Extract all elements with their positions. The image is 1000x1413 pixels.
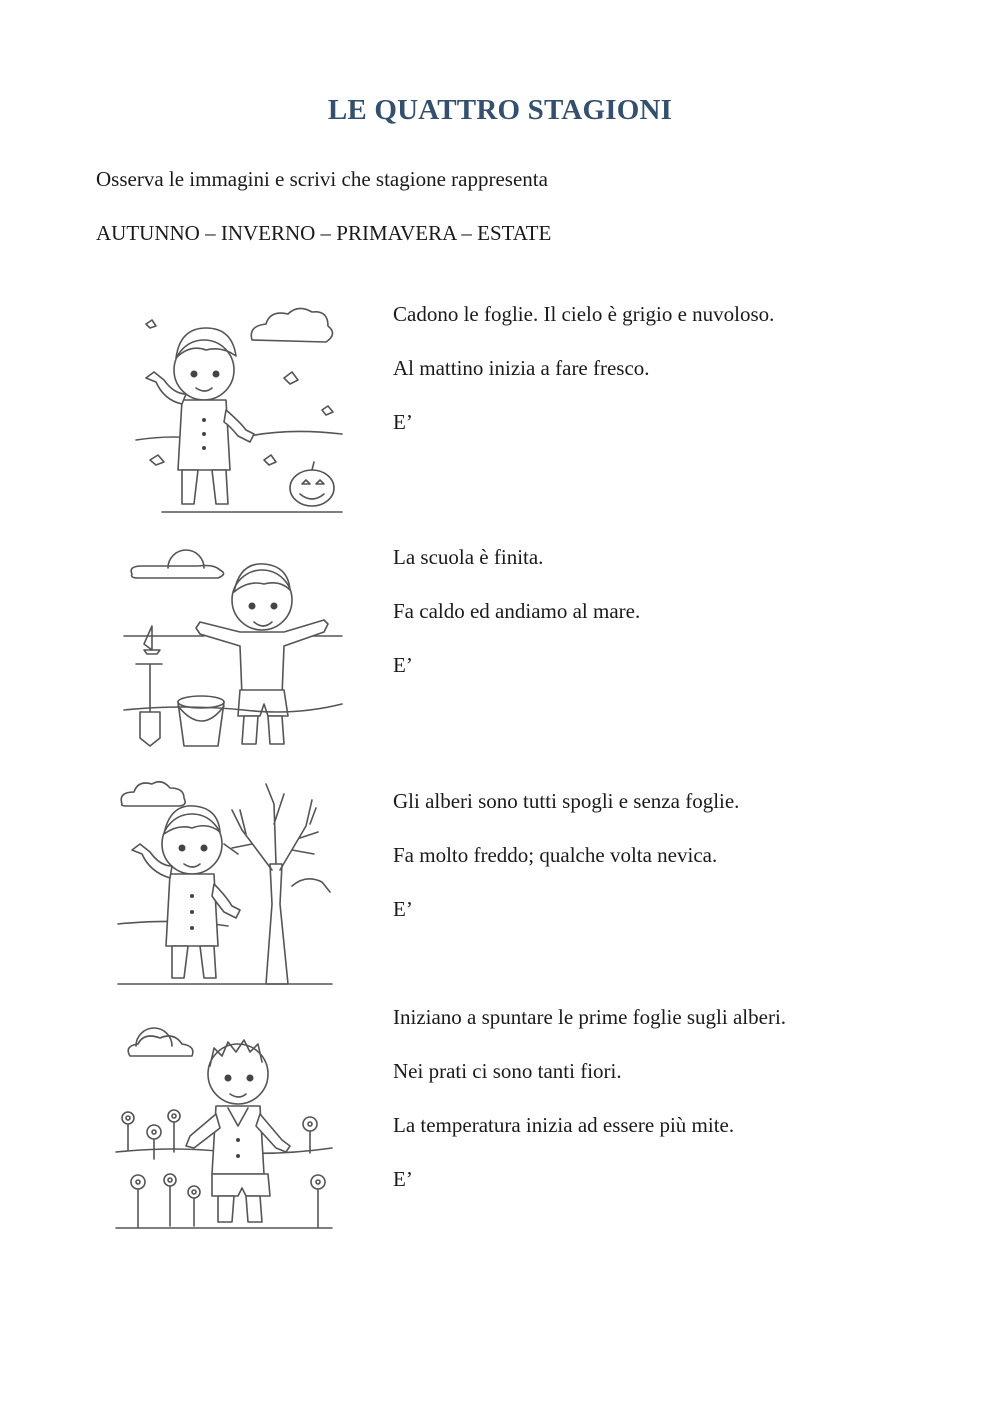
exercise-4-line-1: Iniziano a spuntare le prime foglie sugli alberi. bbox=[393, 1005, 787, 1029]
exercise-3-line-2: Fa molto freddo; qualche volta nevica. bbox=[393, 843, 718, 867]
exercise-1-line-1: Cadono le foglie. Il cielo è grigio e nuvoloso. bbox=[393, 302, 775, 326]
autumn-boy-illustration bbox=[132, 300, 346, 516]
exercise-1-line-2: Al mattino inizia a fare fresco. bbox=[393, 356, 650, 380]
exercise-2-answer[interactable]: E’ bbox=[393, 653, 413, 677]
exercise-4-answer[interactable]: E’ bbox=[393, 1167, 413, 1191]
exercise-2-line-1: La scuola è finita. bbox=[393, 545, 544, 569]
season-options: AUTUNNO – INVERNO – PRIMAVERA – ESTATE bbox=[96, 221, 552, 245]
instruction-text: Osserva le immagini e scrivi che stagione rappresenta bbox=[96, 167, 548, 191]
exercise-3-line-1: Gli alberi sono tutti spogli e senza foglie. bbox=[393, 789, 740, 813]
exercise-4-line-3: La temperatura inizia ad essere più mite. bbox=[393, 1113, 735, 1137]
exercise-2-line-2: Fa caldo ed andiamo al mare. bbox=[393, 599, 641, 623]
exercise-3-answer[interactable]: E’ bbox=[393, 897, 413, 921]
summer-beach-boy-illustration bbox=[122, 540, 344, 756]
winter-boy-tree-illustration bbox=[116, 774, 334, 990]
exercise-1-answer[interactable]: E’ bbox=[393, 410, 413, 434]
page-title: LE QUATTRO STAGIONI bbox=[327, 94, 673, 126]
spring-boy-flowers-illustration bbox=[114, 1016, 334, 1232]
exercise-4-line-2: Nei prati ci sono tanti fiori. bbox=[393, 1059, 622, 1083]
